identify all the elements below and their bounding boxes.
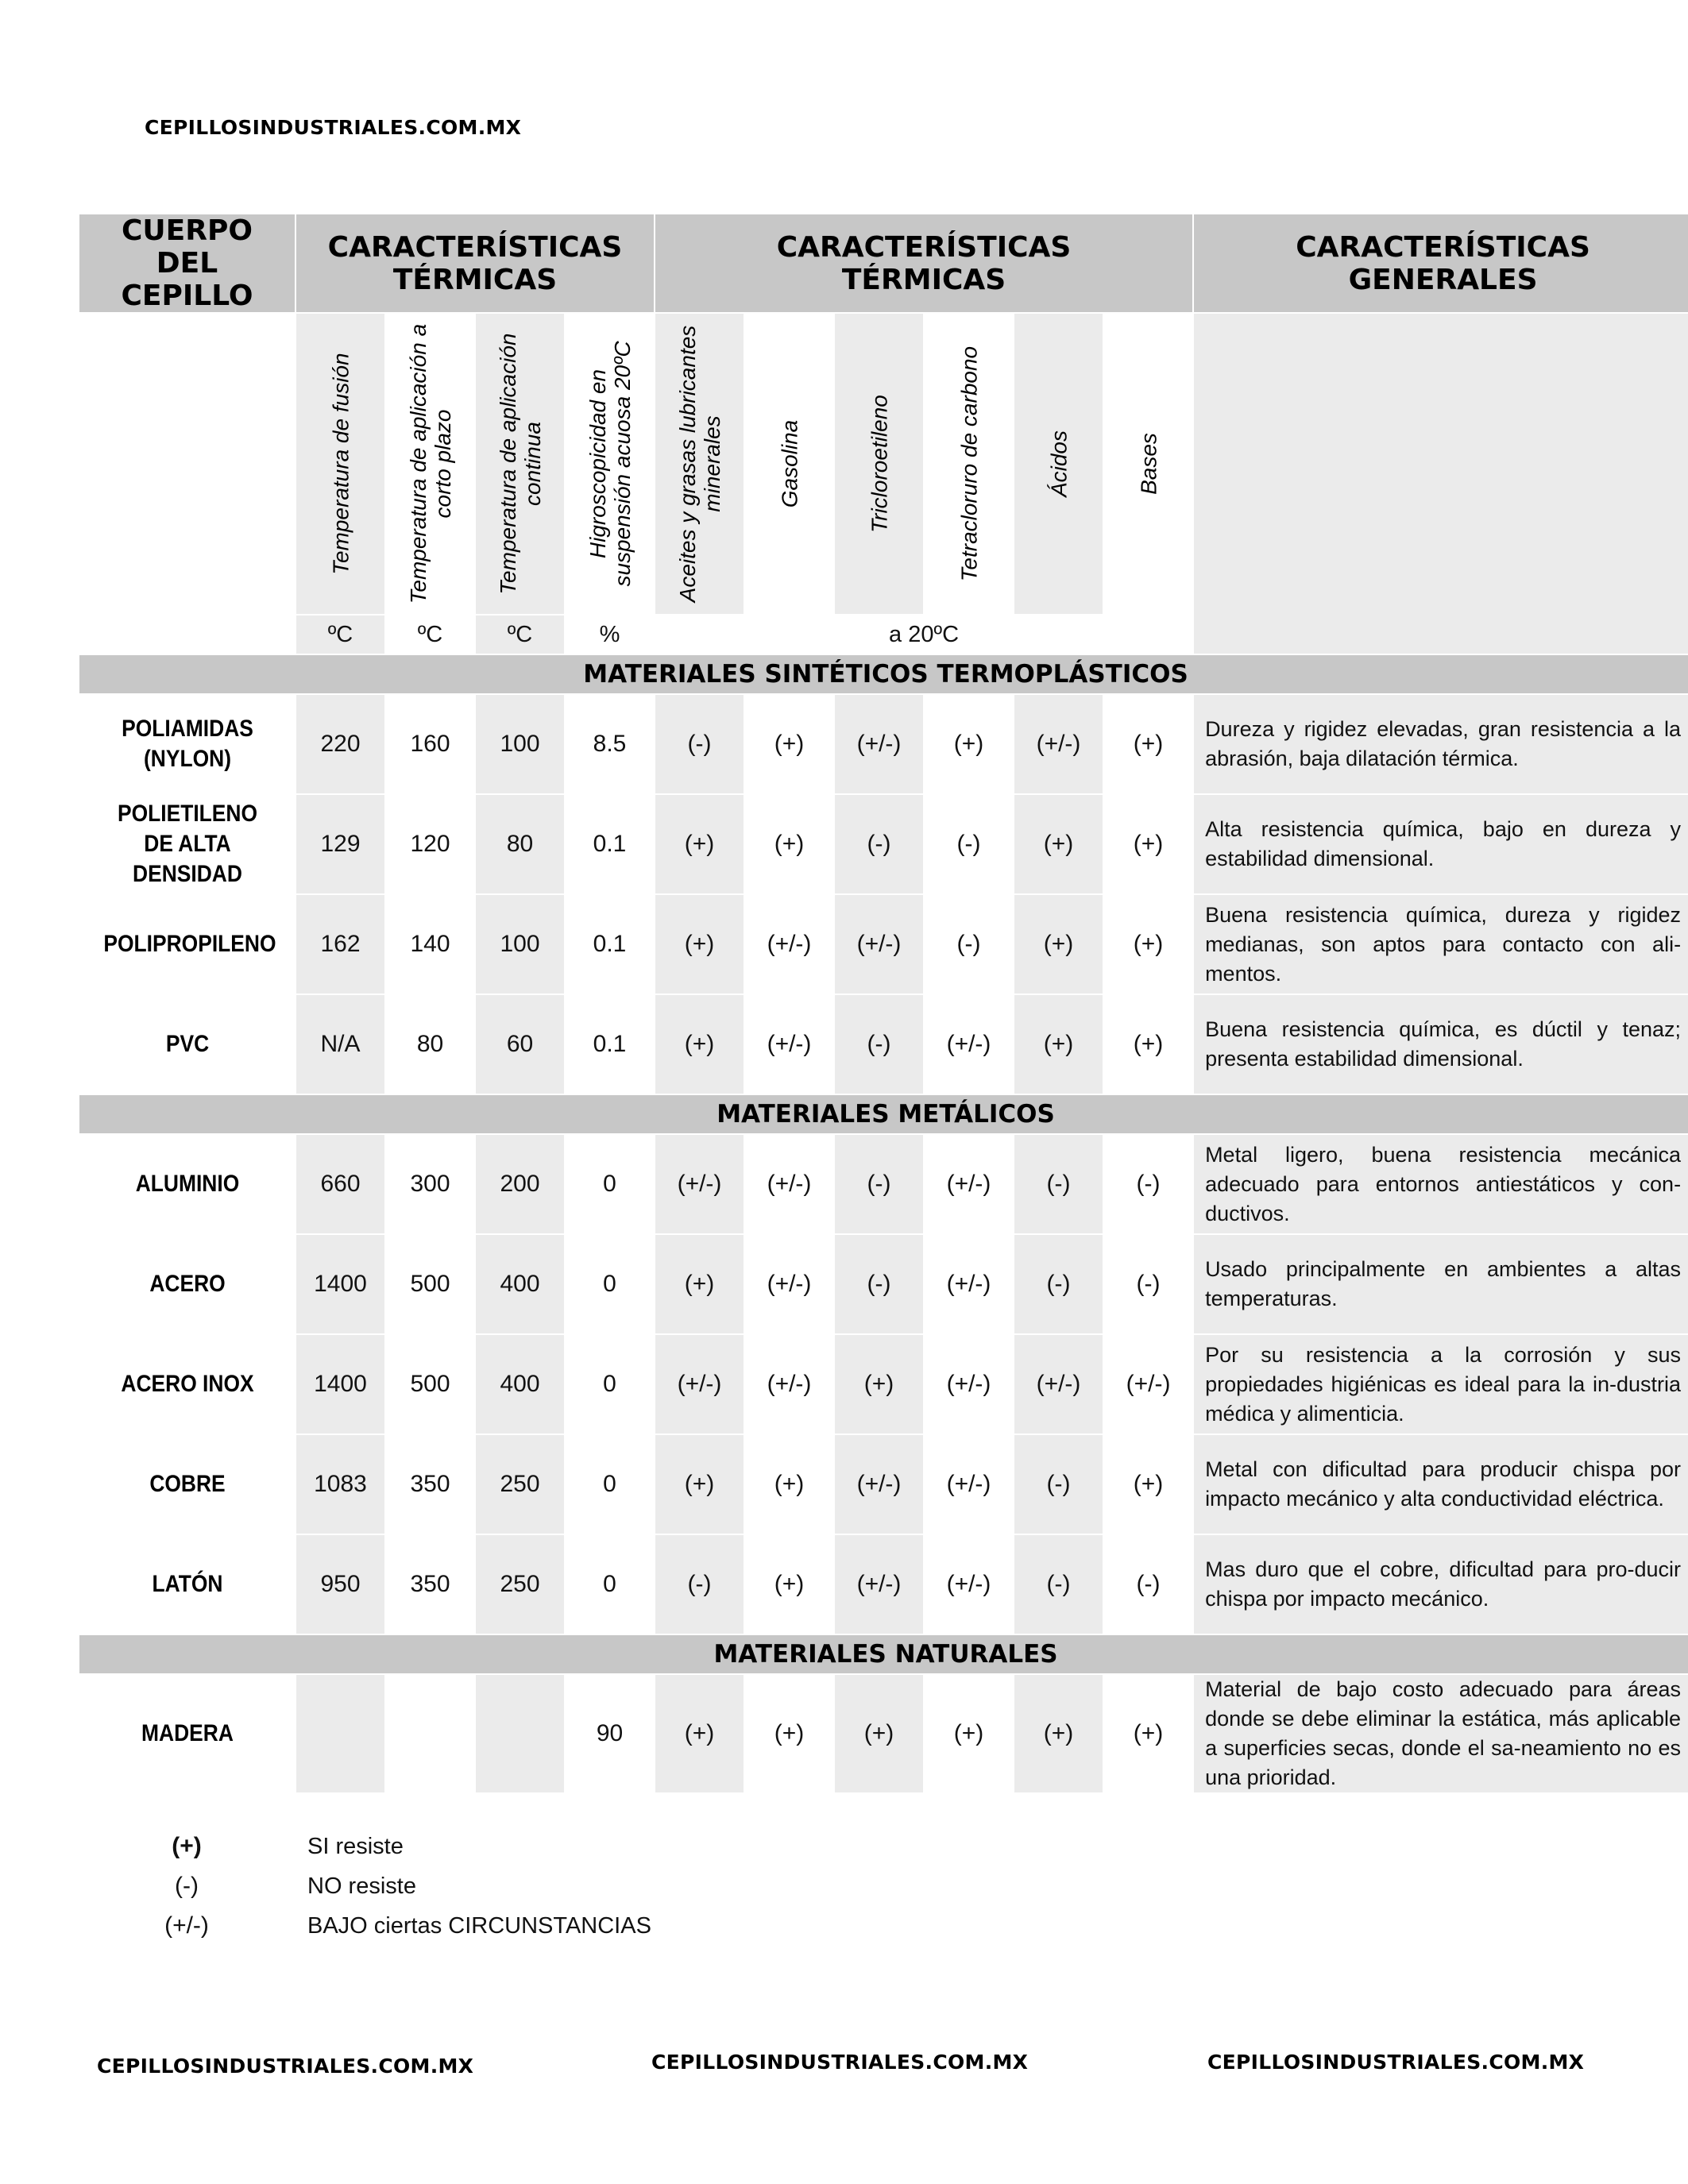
value-cell: (+) — [744, 694, 834, 794]
value-cell: 160 — [385, 694, 475, 794]
material-name: POLIPROPILENO — [102, 931, 276, 957]
column-label-cell — [834, 313, 924, 615]
column-labels-row — [79, 313, 1688, 615]
material-row — [79, 1434, 1688, 1534]
value-cell: N/A — [295, 994, 385, 1094]
unit-cell: ºC — [475, 615, 565, 654]
column-label: Higroscopicidad en suspensión acuosa 20ºC — [585, 341, 635, 587]
material-row — [79, 1674, 1688, 1793]
value-cell: 500 — [385, 1334, 475, 1434]
value-cell: 0 — [565, 1434, 655, 1534]
section-title: MATERIALES METÁLICOS — [79, 1094, 1688, 1134]
value-cell: 1400 — [295, 1234, 385, 1334]
section-header-row — [79, 1634, 1688, 1674]
footer-label-center: CEPILLOSINDUSTRIALES.COM.MX — [651, 2051, 1029, 2074]
value-cell: (+) — [834, 1674, 924, 1793]
value-cell: (+/-) — [834, 694, 924, 794]
empty-general-cell — [1193, 313, 1688, 654]
value-cell: (+/-) — [834, 894, 924, 994]
material-name-cell — [79, 1434, 295, 1534]
material-name-cell — [79, 1674, 295, 1793]
column-label-cell — [475, 313, 565, 615]
value-cell — [475, 1674, 565, 1793]
value-cell: 80 — [475, 794, 565, 894]
thermal-title-1: CARACTERÍSTICAS TÉRMICAS — [327, 230, 623, 296]
value-cell: (+/-) — [1014, 694, 1103, 794]
value-cell: 90 — [565, 1674, 655, 1793]
material-name: ACERO INOX — [120, 1371, 254, 1397]
value-cell: (+/-) — [744, 1334, 834, 1434]
value-cell: 100 — [475, 694, 565, 794]
material-row — [79, 1534, 1688, 1634]
value-cell: 350 — [385, 1434, 475, 1534]
material-name: POLIETILENO DE ALTA DENSIDAD — [117, 801, 257, 887]
value-cell: (+) — [1014, 894, 1103, 994]
value-cell: (-) — [655, 694, 744, 794]
value-cell: (+) — [1103, 694, 1193, 794]
column-label-cell — [1014, 313, 1103, 615]
value-cell: 0 — [565, 1334, 655, 1434]
value-cell: (-) — [1014, 1134, 1103, 1234]
unit-cell: ºC — [295, 615, 385, 654]
column-label: Aceites y grasas lubricantes minerales — [674, 325, 724, 603]
value-cell: (+/-) — [655, 1334, 744, 1434]
column-label: Temperatura de aplicación a corto plazo — [405, 323, 455, 604]
column-label: Temperatura de aplicación continua — [495, 333, 545, 595]
value-cell: 0 — [565, 1234, 655, 1334]
value-cell: 1400 — [295, 1334, 385, 1434]
section-header-row — [79, 1094, 1688, 1134]
value-cell: 0.1 — [565, 894, 655, 994]
value-cell: (-) — [924, 794, 1014, 894]
footer-label-left: CEPILLOSINDUSTRIALES.COM.MX — [97, 2055, 474, 2078]
unit-cell: ºC — [385, 615, 475, 654]
value-cell: 129 — [295, 794, 385, 894]
value-cell: (-) — [1103, 1234, 1193, 1334]
column-label: Ácidos — [1046, 430, 1071, 498]
section-title: MATERIALES NATURALES — [79, 1634, 1688, 1674]
value-cell: (+/-) — [744, 894, 834, 994]
material-description: Material de bajo costo adecuado para áreas donde se debe eliminar la estática, más aplicable a superficies secas, donde el sa-neamiento no es una prioridad. — [1193, 1674, 1688, 1793]
material-row — [79, 694, 1688, 794]
column-label-cell — [1103, 313, 1193, 615]
material-description: Buena resistencia química, dureza y rigidez medianas, son aptos para contacto con ali-mentos. — [1193, 894, 1688, 994]
value-cell: (+) — [1014, 994, 1103, 1094]
empty-body-cell — [79, 313, 295, 654]
column-label: Temperatura de fusión — [328, 353, 353, 575]
material-name-cell — [79, 794, 295, 894]
material-row — [79, 1334, 1688, 1434]
legend-symbol: (-) — [175, 1873, 199, 1899]
general-title: CARACTERÍSTICAS GENERALES — [1296, 230, 1590, 296]
value-cell: (-) — [834, 1134, 924, 1234]
value-cell: (+) — [834, 1334, 924, 1434]
value-cell: (+/-) — [924, 1234, 1014, 1334]
value-cell: (-) — [834, 994, 924, 1094]
value-cell: (+) — [744, 1674, 834, 1793]
value-cell: 100 — [475, 894, 565, 994]
unit-cell: % — [565, 615, 655, 654]
table-header-row — [79, 214, 1688, 313]
value-cell: (+/-) — [744, 1134, 834, 1234]
value-cell: (+) — [1103, 994, 1193, 1094]
material-row — [79, 1234, 1688, 1334]
value-cell: (+) — [924, 1674, 1014, 1793]
material-description: Usado principalmente en ambientes a altas temperaturas. — [1193, 1234, 1688, 1334]
value-cell: (+) — [1103, 1434, 1193, 1534]
value-cell: (+) — [655, 1434, 744, 1534]
value-cell: (+) — [1103, 1674, 1193, 1793]
unit-cell: a 20ºC — [655, 615, 1193, 654]
thermal-title-2: CARACTERÍSTICAS TÉRMICAS — [776, 230, 1072, 296]
value-cell: (+) — [924, 694, 1014, 794]
value-cell: (-) — [834, 794, 924, 894]
material-description: Por su resistencia a la corrosión y sus propiedades higiénicas es ideal para la in-dustria médica y alimenticia. — [1193, 1334, 1688, 1434]
value-cell: (-) — [655, 1534, 744, 1634]
material-name: ACERO — [149, 1271, 226, 1297]
value-cell: 162 — [295, 894, 385, 994]
value-cell: 400 — [475, 1234, 565, 1334]
value-cell: 0 — [565, 1534, 655, 1634]
value-cell: 0.1 — [565, 994, 655, 1094]
section-title: MATERIALES SINTÉTICOS TERMOPLÁSTICOS — [79, 654, 1688, 694]
column-label-cell — [655, 313, 744, 615]
value-cell: 140 — [385, 894, 475, 994]
legend-text: SI resiste — [307, 1834, 404, 1859]
value-cell: 300 — [385, 1134, 475, 1234]
material-row — [79, 1134, 1688, 1234]
value-cell: 1083 — [295, 1434, 385, 1534]
value-cell: 220 — [295, 694, 385, 794]
value-cell: (+) — [744, 794, 834, 894]
value-cell: (+) — [744, 1534, 834, 1634]
value-cell: (+/-) — [924, 994, 1014, 1094]
column-label-cell — [385, 313, 475, 615]
column-label-cell — [565, 313, 655, 615]
value-cell: (-) — [1014, 1434, 1103, 1534]
material-name-cell — [79, 994, 295, 1094]
column-label: Gasolina — [777, 419, 802, 508]
value-cell: (+/-) — [744, 994, 834, 1094]
value-cell: (+) — [1014, 794, 1103, 894]
material-description: Metal ligero, buena resistencia mecánica adecuado para entornos antiestáticos y con-ductivos. — [1193, 1134, 1688, 1234]
site-header-label: CEPILLOSINDUSTRIALES.COM.MX — [145, 116, 522, 139]
value-cell — [295, 1674, 385, 1793]
value-cell: (+/-) — [655, 1134, 744, 1234]
material-name: PVC — [165, 1031, 209, 1057]
material-name: ALUMINIO — [135, 1171, 239, 1197]
value-cell: 0 — [565, 1134, 655, 1234]
value-cell: (+/-) — [1014, 1334, 1103, 1434]
material-description: Buena resistencia química, es dúctil y tenaz; presenta estabilidad dimensional. — [1193, 994, 1688, 1094]
value-cell: 60 — [475, 994, 565, 1094]
material-name: POLIAMIDAS (NYLON) — [121, 716, 253, 772]
material-description: Alta resistencia química, bajo en dureza y estabilidad dimensional. — [1193, 794, 1688, 894]
material-name-cell — [79, 1534, 295, 1634]
value-cell: (+/-) — [744, 1234, 834, 1334]
material-row — [79, 894, 1688, 994]
value-cell: 950 — [295, 1534, 385, 1634]
material-name-cell — [79, 1234, 295, 1334]
value-cell: 8.5 — [565, 694, 655, 794]
section-header-row — [79, 654, 1688, 694]
value-cell: (+) — [744, 1434, 834, 1534]
material-name-cell — [79, 894, 295, 994]
column-label: Tricloroetileno — [867, 395, 891, 533]
column-label: Tetracloruro de carbono — [956, 345, 981, 582]
value-cell: 250 — [475, 1434, 565, 1534]
value-cell: (+/-) — [924, 1434, 1014, 1534]
material-name-cell — [79, 1134, 295, 1234]
value-cell: 250 — [475, 1534, 565, 1634]
thermal-header-1 — [295, 214, 655, 313]
value-cell: (+) — [1103, 794, 1193, 894]
value-cell: (-) — [834, 1234, 924, 1334]
material-name: LATÓN — [152, 1571, 222, 1597]
material-name-cell — [79, 1334, 295, 1434]
value-cell: 0.1 — [565, 794, 655, 894]
column-label: Bases — [1136, 433, 1161, 495]
value-cell — [385, 1674, 475, 1793]
value-cell: (+/-) — [924, 1134, 1014, 1234]
value-cell: (-) — [924, 894, 1014, 994]
material-name-cell — [79, 694, 295, 794]
value-cell: (+/-) — [924, 1534, 1014, 1634]
value-cell: 400 — [475, 1334, 565, 1434]
value-cell: 350 — [385, 1534, 475, 1634]
value-cell: 500 — [385, 1234, 475, 1334]
material-description: Metal con dificultad para producir chispa por impacto mecánico y alta conductividad eléctrica. — [1193, 1434, 1688, 1534]
value-cell: (+/-) — [924, 1334, 1014, 1434]
value-cell: (-) — [1014, 1534, 1103, 1634]
legend-text: NO resiste — [307, 1873, 416, 1899]
legend-symbol: (+/-) — [164, 1912, 209, 1939]
value-cell: (+/-) — [834, 1534, 924, 1634]
value-cell: (+) — [655, 1234, 744, 1334]
value-cell: 80 — [385, 994, 475, 1094]
value-cell: (-) — [1014, 1234, 1103, 1334]
legend-text: BAJO ciertas CIRCUNSTANCIAS — [307, 1913, 651, 1939]
value-cell: (+) — [655, 894, 744, 994]
value-cell: 660 — [295, 1134, 385, 1234]
material-properties-table — [78, 213, 1688, 1794]
value-cell: (+) — [655, 1674, 744, 1793]
material-row — [79, 794, 1688, 894]
value-cell: (-) — [1103, 1134, 1193, 1234]
column-label-cell — [744, 313, 834, 615]
material-description: Dureza y rigidez elevadas, gran resistencia a la abrasión, baja dilatación térmica. — [1193, 694, 1688, 794]
general-header — [1193, 214, 1688, 313]
material-name: MADERA — [141, 1720, 234, 1746]
column-label-cell — [295, 313, 385, 615]
material-description: Mas duro que el cobre, dificultad para pro-ducir chispa por impacto mecánico. — [1193, 1534, 1688, 1634]
value-cell: (-) — [1103, 1534, 1193, 1634]
value-cell: (+/-) — [834, 1434, 924, 1534]
value-cell: (+) — [1014, 1674, 1103, 1793]
footer-label-right: CEPILLOSINDUSTRIALES.COM.MX — [1207, 2051, 1585, 2074]
value-cell: 200 — [475, 1134, 565, 1234]
material-row — [79, 994, 1688, 1094]
body-column-header — [79, 214, 295, 313]
legend-symbol: (+) — [172, 1833, 202, 1859]
body-column-title: CUERPO DEL CEPILLO — [121, 214, 253, 312]
value-cell: (+) — [1103, 894, 1193, 994]
column-label-cell — [924, 313, 1014, 615]
value-cell: (+/-) — [1103, 1334, 1193, 1434]
thermal-header-2 — [655, 214, 1193, 313]
value-cell: (+) — [655, 994, 744, 1094]
material-name: COBRE — [149, 1471, 226, 1497]
value-cell: (+) — [655, 794, 744, 894]
value-cell: 120 — [385, 794, 475, 894]
